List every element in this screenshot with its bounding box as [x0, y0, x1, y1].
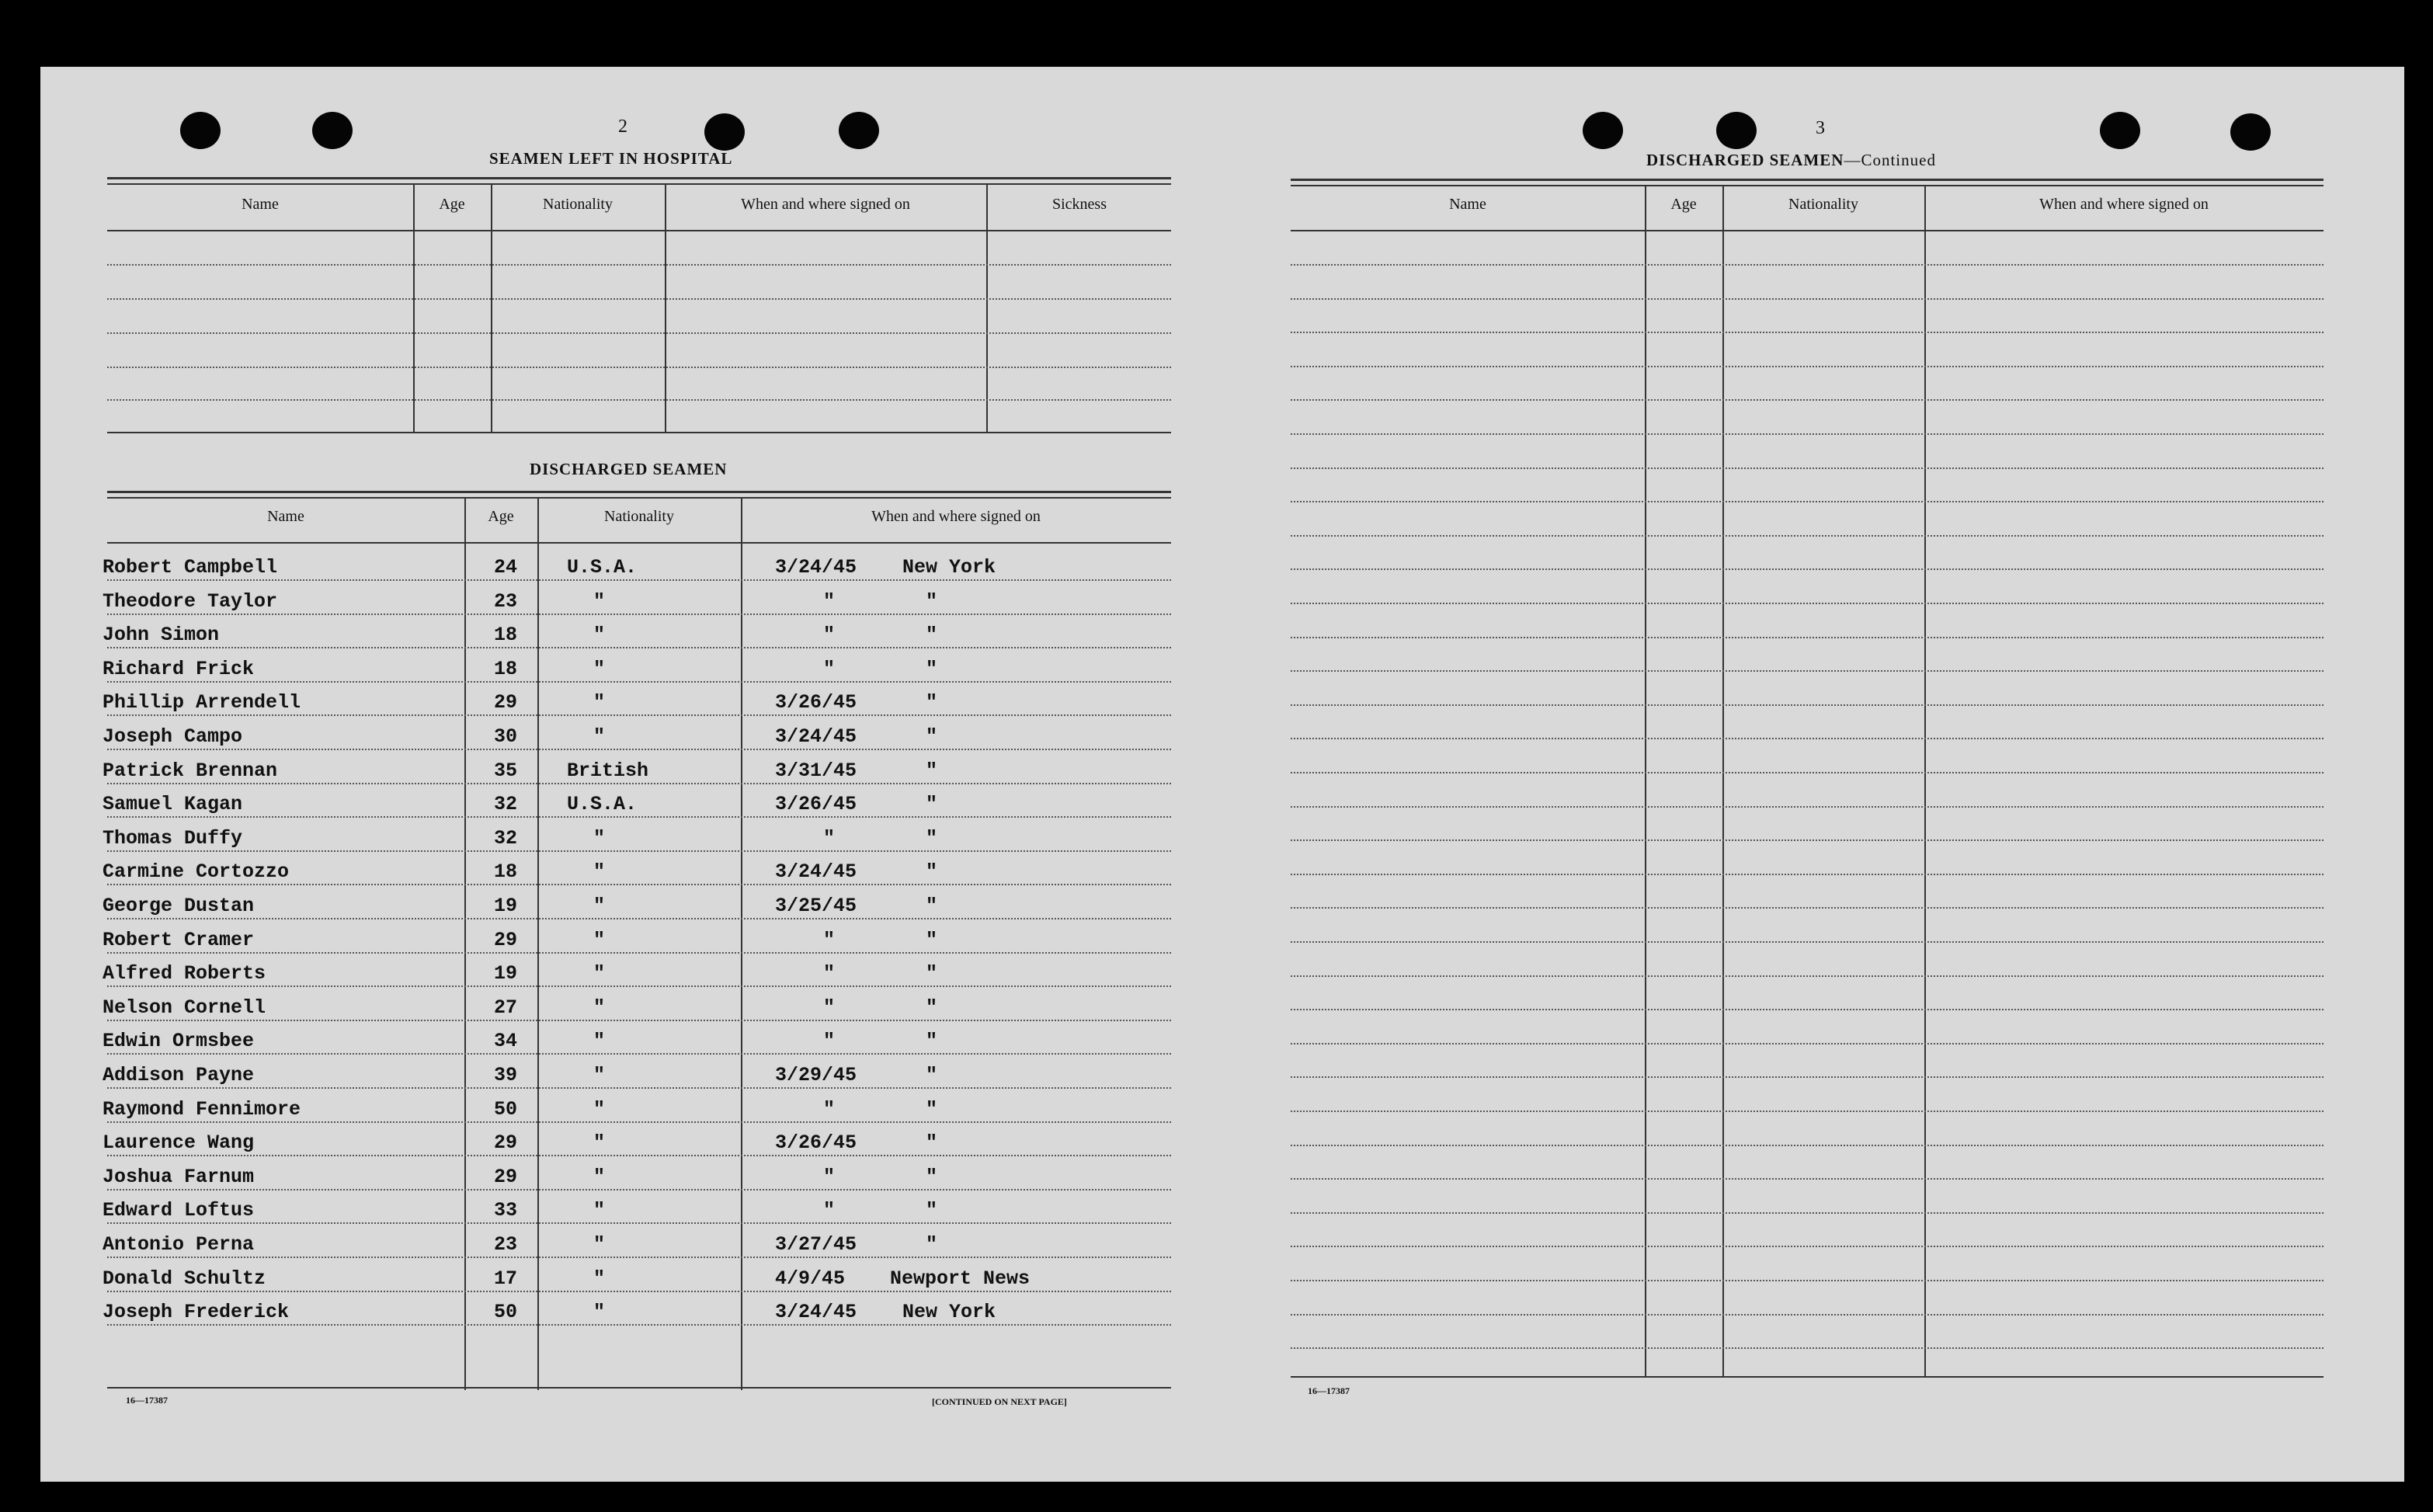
punch-hole: [312, 112, 353, 149]
seaman-signed-on-place: ": [926, 1030, 938, 1052]
seaman-signed-on-date: 3/24/45: [775, 725, 857, 748]
rule: [107, 183, 1171, 185]
seaman-name: Robert Cramer: [103, 929, 255, 951]
row-line: [107, 264, 1171, 266]
row-line: [107, 1155, 1171, 1156]
row-line: [107, 1324, 1171, 1326]
seaman-signed-on-place: ": [926, 860, 938, 883]
row-line: [107, 579, 1171, 581]
seaman-name: Robert Campbell: [103, 556, 278, 579]
row-line: [107, 1053, 1171, 1055]
rule: [107, 177, 1171, 179]
seaman-nationality: ": [593, 658, 606, 680]
col-header-age: Age: [488, 508, 514, 525]
row-line: [1291, 907, 2324, 909]
seaman-signed-on-place: ": [926, 996, 938, 1019]
row-line: [107, 749, 1171, 750]
seaman-nationality: U.S.A.: [567, 556, 638, 579]
seaman-signed-on-place: ": [926, 759, 938, 782]
seaman-name: Addison Payne: [103, 1064, 255, 1086]
row-line: [107, 399, 1171, 401]
seaman-age: 23: [494, 1233, 518, 1256]
row-line: [107, 918, 1171, 919]
col-header-age: Age: [1670, 196, 1697, 213]
seaman-nationality: ": [593, 725, 606, 748]
seaman-name: Alfred Roberts: [103, 962, 266, 985]
seaman-signed-on-place: ": [926, 1233, 938, 1256]
punch-hole: [1716, 112, 1757, 149]
rule: [1291, 179, 2324, 181]
row-line: [107, 613, 1171, 615]
seaman-signed-on-place: ": [926, 962, 938, 985]
seaman-nationality: ": [593, 929, 606, 951]
seaman-nationality: ": [593, 1030, 606, 1052]
col-header-sickness: Sickness: [1052, 196, 1107, 213]
row-line: [1291, 298, 2324, 300]
row-line: [107, 1291, 1171, 1292]
row-line: [1291, 1145, 2324, 1146]
seaman-name: John Simon: [103, 624, 220, 646]
rule: [107, 230, 1171, 231]
seaman-nationality: U.S.A.: [567, 793, 638, 815]
seaman-signed-on-place: ": [926, 624, 938, 646]
row-line: [1291, 399, 2324, 401]
punch-hole: [1583, 112, 1623, 149]
punch-hole: [704, 113, 745, 151]
seaman-signed-on-date: ": [823, 962, 836, 985]
rule: [107, 542, 1171, 544]
row-line: [107, 1257, 1171, 1258]
punch-hole: [2230, 113, 2271, 151]
seaman-signed-on-date: ": [823, 624, 836, 646]
row-line: [1291, 1009, 2324, 1010]
seaman-name: Patrick Brennan: [103, 759, 278, 782]
seaman-name: Carmine Cortozzo: [103, 860, 290, 883]
rule: [491, 183, 492, 432]
seaman-signed-on-date: 3/27/45: [775, 1233, 857, 1256]
seaman-age: 17: [494, 1267, 518, 1290]
seaman-name: Thomas Duffy: [103, 827, 243, 850]
seaman-age: 23: [494, 590, 518, 613]
seaman-signed-on-date: 3/26/45: [775, 793, 857, 815]
seaman-age: 29: [494, 1131, 518, 1154]
page-number-left: 2: [618, 116, 627, 137]
seaman-signed-on-place: Newport News: [890, 1267, 1031, 1290]
row-line: [107, 1020, 1171, 1021]
row-line: [1291, 1280, 2324, 1281]
seaman-age: 18: [494, 624, 518, 646]
row-line: [1291, 1314, 2324, 1316]
seaman-name: Joseph Frederick: [103, 1301, 290, 1323]
seaman-nationality: ": [593, 996, 606, 1019]
form-number-right: 16—17387: [1308, 1385, 1350, 1396]
seaman-age: 24: [494, 556, 518, 579]
col-header-signed-on: When and where signed on: [2039, 196, 2209, 213]
seaman-age: 29: [494, 1166, 518, 1188]
seaman-age: 18: [494, 860, 518, 883]
row-line: [1291, 806, 2324, 808]
seaman-signed-on-place: ": [926, 725, 938, 748]
seaman-name: Antonio Perna: [103, 1233, 255, 1256]
seaman-nationality: ": [593, 1267, 606, 1290]
seaman-signed-on-date: 3/26/45: [775, 1131, 857, 1154]
rule: [107, 491, 1171, 493]
row-line: [1291, 264, 2324, 266]
seaman-signed-on-place: ": [926, 1166, 938, 1188]
seaman-name: Nelson Cornell: [103, 996, 266, 1019]
row-line: [1291, 501, 2324, 502]
seaman-signed-on-place: ": [926, 793, 938, 815]
seaman-signed-on-date: ": [823, 1166, 836, 1188]
row-line: [107, 850, 1171, 852]
row-line: [1291, 839, 2324, 841]
seaman-nationality: ": [593, 1064, 606, 1086]
col-header-signed-on: When and where signed on: [741, 196, 910, 213]
row-line: [1291, 366, 2324, 367]
seaman-age: 32: [494, 793, 518, 815]
row-line: [107, 783, 1171, 784]
row-line: [107, 714, 1171, 716]
seaman-signed-on-date: ": [823, 658, 836, 680]
rule: [107, 432, 1171, 433]
seaman-age: 18: [494, 658, 518, 680]
rule: [107, 497, 1171, 499]
seaman-nationality: ": [593, 1098, 606, 1121]
seaman-signed-on-place: ": [926, 1098, 938, 1121]
row-line: [1291, 1246, 2324, 1247]
row-line: [1291, 1178, 2324, 1180]
seaman-name: Joshua Farnum: [103, 1166, 255, 1188]
row-line: [1291, 535, 2324, 537]
seaman-signed-on-date: 4/9/45: [775, 1267, 846, 1290]
rule: [986, 183, 988, 432]
seaman-signed-on-place: ": [926, 1199, 938, 1222]
rule: [1645, 185, 1646, 1377]
row-line: [107, 1121, 1171, 1123]
row-line: [1291, 670, 2324, 672]
seaman-age: 34: [494, 1030, 518, 1052]
seaman-nationality: ": [593, 962, 606, 985]
col-header-name: Name: [267, 508, 304, 525]
seaman-signed-on-date: ": [823, 1030, 836, 1052]
seaman-name: Richard Frick: [103, 658, 255, 680]
seaman-signed-on-date: 3/29/45: [775, 1064, 857, 1086]
row-line: [1291, 568, 2324, 570]
col-header-nationality: Nationality: [1788, 196, 1858, 213]
seaman-signed-on-date: ": [823, 929, 836, 951]
seaman-age: 50: [494, 1098, 518, 1121]
discharged-section-title: DISCHARGED SEAMEN: [530, 460, 728, 478]
seaman-signed-on-date: ": [823, 827, 836, 850]
row-line: [1291, 1212, 2324, 1214]
seaman-name: Joseph Campo: [103, 725, 243, 748]
page-number-right: 3: [1816, 118, 1825, 138]
row-line: [107, 367, 1171, 368]
rule: [413, 183, 415, 432]
rule: [1291, 185, 2324, 186]
row-line: [1291, 874, 2324, 875]
seaman-age: 27: [494, 996, 518, 1019]
seaman-nationality: ": [593, 590, 606, 613]
seaman-signed-on-date: 3/24/45: [775, 860, 857, 883]
right-page-title-main: DISCHARGED SEAMEN: [1646, 151, 1844, 169]
seaman-age: 33: [494, 1199, 518, 1222]
row-line: [1291, 468, 2324, 469]
row-line: [1291, 1043, 2324, 1044]
seaman-signed-on-date: ": [823, 590, 836, 613]
seaman-signed-on-date: 3/24/45: [775, 556, 857, 579]
right-page-title: [1646, 151, 1936, 170]
row-line: [107, 816, 1171, 818]
seaman-age: 30: [494, 725, 518, 748]
row-line: [1291, 332, 2324, 333]
seaman-signed-on-date: 3/26/45: [775, 691, 857, 714]
punch-hole: [839, 112, 879, 149]
seaman-signed-on-place: ": [926, 590, 938, 613]
rule: [1722, 185, 1724, 1377]
seaman-name: Donald Schultz: [103, 1267, 266, 1290]
row-line: [1291, 1076, 2324, 1078]
seaman-age: 29: [494, 929, 518, 951]
row-line: [107, 647, 1171, 648]
rule: [107, 1387, 1171, 1389]
row-line: [1291, 1111, 2324, 1112]
rule: [665, 183, 666, 432]
row-line: [107, 332, 1171, 334]
seaman-age: 19: [494, 895, 518, 917]
seaman-signed-on-date: ": [823, 1098, 836, 1121]
document-sheet: [40, 67, 2404, 1482]
seaman-age: 29: [494, 691, 518, 714]
seaman-signed-on-place: ": [926, 929, 938, 951]
hospital-section-title: SEAMEN LEFT IN HOSPITAL: [489, 149, 733, 168]
seaman-age: 32: [494, 827, 518, 850]
row-line: [1291, 704, 2324, 706]
row-line: [107, 884, 1171, 885]
row-line: [1291, 603, 2324, 604]
seaman-signed-on-place: ": [926, 1064, 938, 1086]
row-line: [107, 985, 1171, 987]
seaman-signed-on-place: ": [926, 895, 938, 917]
row-line: [107, 1189, 1171, 1190]
row-line: [107, 298, 1171, 300]
seaman-age: 19: [494, 962, 518, 985]
col-header-nationality: Nationality: [604, 508, 674, 525]
col-header-name: Name: [242, 196, 279, 213]
seaman-signed-on-place: ": [926, 1131, 938, 1154]
col-header-age: Age: [439, 196, 465, 213]
row-line: [1291, 433, 2324, 435]
seaman-name: Laurence Wang: [103, 1131, 255, 1154]
row-line: [107, 952, 1171, 954]
row-line: [1291, 941, 2324, 943]
seaman-age: 50: [494, 1301, 518, 1323]
seaman-nationality: ": [593, 624, 606, 646]
seaman-age: 39: [494, 1064, 518, 1086]
seaman-signed-on-place: ": [926, 827, 938, 850]
seaman-signed-on-place: New York: [902, 1301, 996, 1323]
seaman-signed-on-place: New York: [902, 556, 996, 579]
row-line: [1291, 1347, 2324, 1349]
seaman-name: George Dustan: [103, 895, 255, 917]
rule: [1924, 185, 1926, 1377]
seaman-nationality: ": [593, 691, 606, 714]
row-line: [1291, 772, 2324, 773]
seaman-signed-on-place: ": [926, 658, 938, 680]
seaman-name: Theodore Taylor: [103, 590, 278, 613]
row-line: [107, 1087, 1171, 1089]
col-header-name: Name: [1449, 196, 1486, 213]
seaman-signed-on-date: 3/25/45: [775, 895, 857, 917]
seaman-nationality: ": [593, 1166, 606, 1188]
seaman-nationality: ": [593, 1301, 606, 1323]
row-line: [1291, 738, 2324, 739]
row-line: [1291, 637, 2324, 638]
seaman-nationality: ": [593, 860, 606, 883]
seaman-signed-on-date: 3/24/45: [775, 1301, 857, 1323]
seaman-name: Raymond Fennimore: [103, 1098, 301, 1121]
seaman-nationality: ": [593, 1131, 606, 1154]
row-line: [107, 681, 1171, 683]
seaman-signed-on-place: ": [926, 691, 938, 714]
seaman-nationality: British: [567, 759, 649, 782]
continued-note: [CONTINUED ON NEXT PAGE]: [932, 1396, 1067, 1407]
right-page-title-suffix: —Continued: [1844, 151, 1936, 169]
seaman-age: 35: [494, 759, 518, 782]
form-number-left: 16—17387: [126, 1395, 168, 1406]
rule: [1291, 230, 2324, 231]
seaman-name: Edwin Ormsbee: [103, 1030, 255, 1052]
seaman-name: Samuel Kagan: [103, 793, 243, 815]
punch-hole: [180, 112, 221, 149]
rule: [1291, 1376, 2324, 1378]
punch-hole: [2100, 112, 2140, 149]
seaman-nationality: ": [593, 1199, 606, 1222]
row-line: [107, 1222, 1171, 1224]
seaman-nationality: ": [593, 1233, 606, 1256]
seaman-signed-on-date: ": [823, 996, 836, 1019]
row-line: [1291, 975, 2324, 977]
seaman-signed-on-date: ": [823, 1199, 836, 1222]
seaman-name: Phillip Arrendell: [103, 691, 301, 714]
col-header-signed-on: When and where signed on: [871, 508, 1041, 525]
seaman-name: Edward Loftus: [103, 1199, 255, 1222]
seaman-nationality: ": [593, 827, 606, 850]
seaman-signed-on-date: 3/31/45: [775, 759, 857, 782]
seaman-nationality: ": [593, 895, 606, 917]
col-header-nationality: Nationality: [543, 196, 613, 213]
